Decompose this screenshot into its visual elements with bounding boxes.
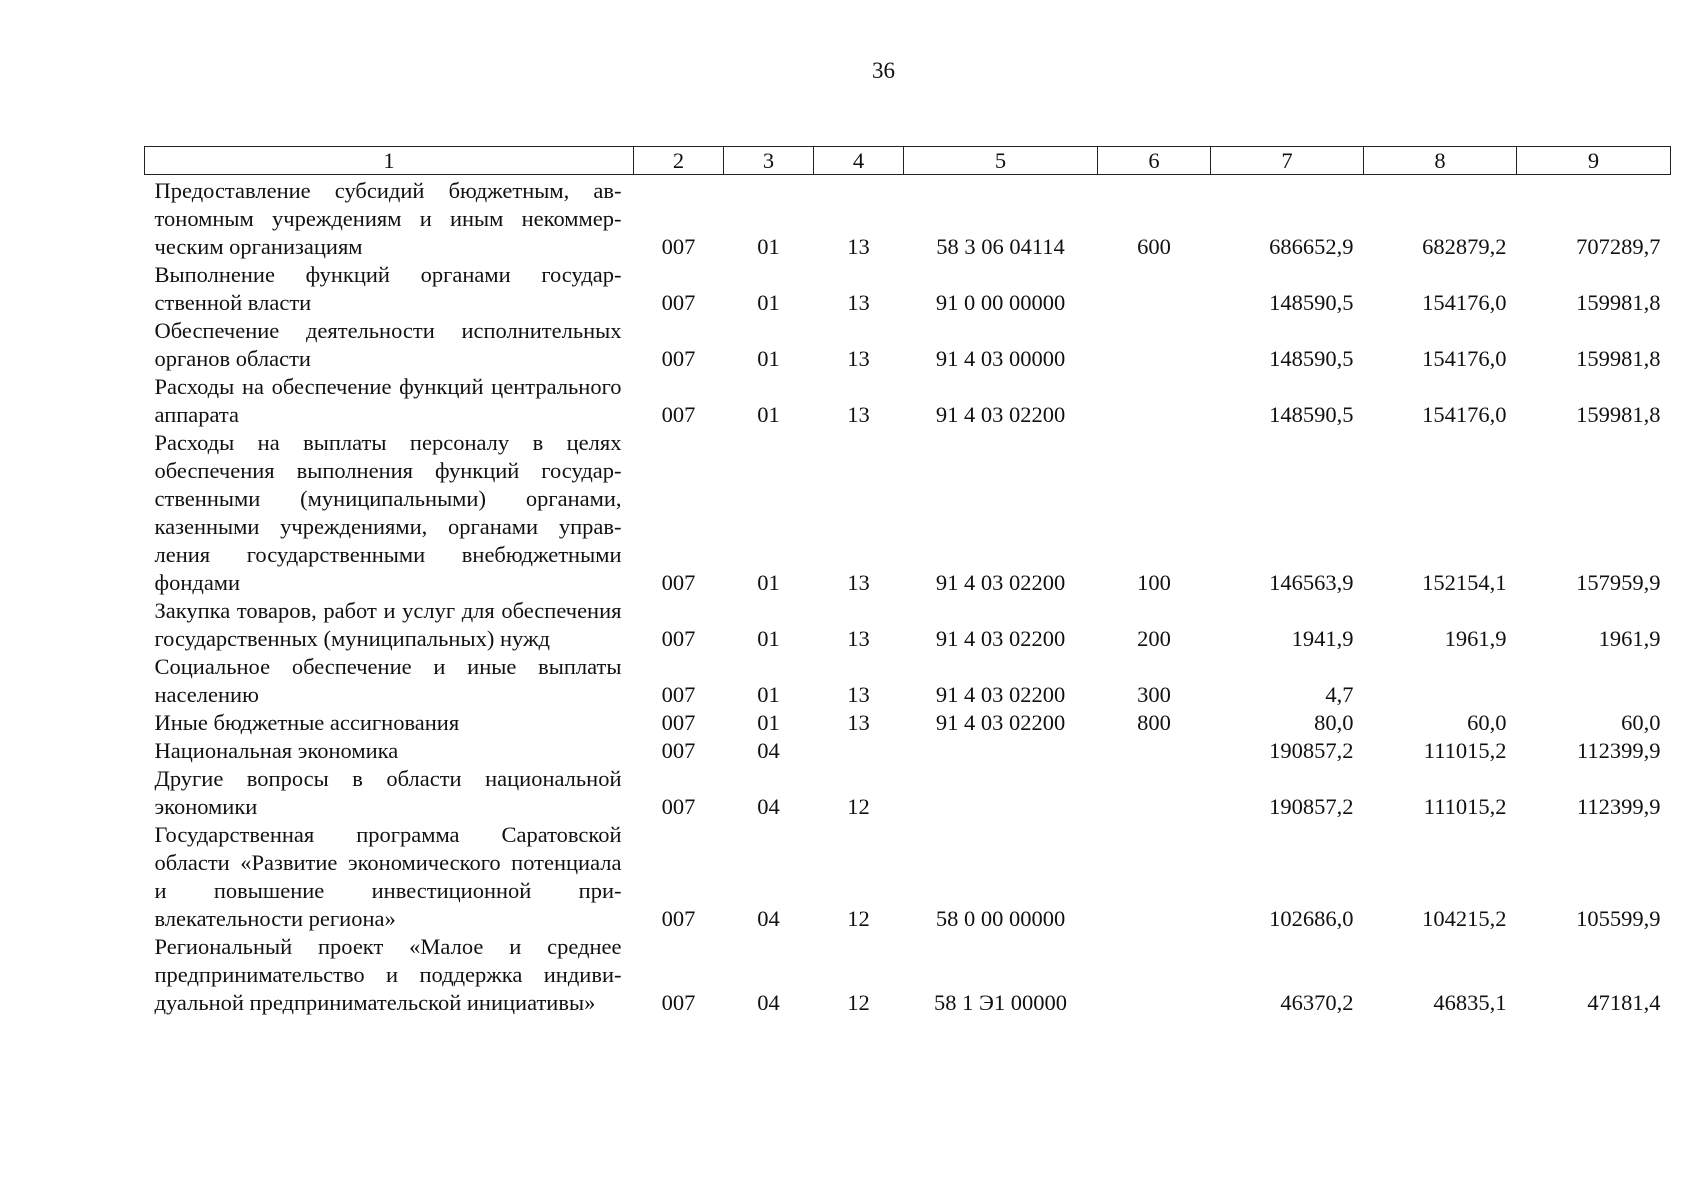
admin-code: 007 [661, 626, 696, 651]
table-header [145, 147, 1671, 175]
amount-year-2: 154176,0 [1422, 346, 1507, 371]
section-code: 01 [757, 402, 780, 427]
table-row [145, 175, 1671, 262]
amount-year-1: 80,0 [1314, 710, 1354, 735]
expense-type-code [1098, 821, 1211, 933]
table-row [145, 317, 1671, 373]
section-code: 04 [757, 794, 780, 819]
amount-year-1: 1941,9 [1291, 626, 1354, 651]
item-name: Иные бюджетные ассигнования [154, 710, 460, 735]
item-name: Национальная экономика [154, 738, 399, 763]
item-name: Предоставление субсидий бюджетным, автономным учреждениям и иным некоммерческим организациям [154, 178, 622, 259]
amount-year-2 [1364, 653, 1517, 709]
amount-year-3: 157959,9 [1576, 570, 1661, 595]
item-name: Закупка товаров, работ и услуг для обеспечения государственных (муниципальных) нужд [154, 598, 622, 651]
target-article-code [904, 765, 1098, 821]
table-row [145, 933, 1671, 1017]
section-code: 01 [757, 626, 780, 651]
column-header-6: 6 [1098, 147, 1211, 175]
amount-year-1: 148590,5 [1269, 290, 1354, 315]
target-article-code: 91 4 03 02200 [935, 710, 1066, 735]
expense-type-code: 300 [1137, 682, 1171, 707]
table-body [145, 175, 1671, 1018]
table-row [145, 737, 1671, 765]
target-article-code: 91 4 03 02200 [935, 626, 1066, 651]
amount-year-1: 146563,9 [1269, 570, 1354, 595]
amount-year-3: 1961,9 [1598, 626, 1661, 651]
expense-type-code: 200 [1137, 626, 1171, 651]
subsection-code: 13 [847, 234, 870, 259]
table-row [145, 597, 1671, 653]
amount-year-2: 152154,1 [1422, 570, 1507, 595]
admin-code: 007 [661, 234, 696, 259]
item-name: Расходы на выплаты персоналу в целях обеспечения выполнения функций государственными (муниципальными) органами, казенными учреждениями, органами управления государственными внебюджетными фондами [154, 430, 622, 595]
target-article-code: 91 0 00 00000 [935, 290, 1066, 315]
section-code: 04 [757, 906, 780, 931]
table-row [145, 429, 1671, 597]
admin-code: 007 [661, 794, 696, 819]
amount-year-2: 111015,2 [1423, 794, 1507, 819]
amount-year-2: 46835,1 [1433, 990, 1507, 1015]
subsection-code: 13 [847, 626, 870, 651]
subsection-code: 13 [847, 710, 870, 735]
section-code: 01 [757, 346, 780, 371]
amount-year-3: 112399,9 [1576, 794, 1661, 819]
item-name: Обеспечение деятельности исполнительных органов области [154, 318, 622, 371]
section-code: 01 [757, 710, 780, 735]
subsection-code: 13 [847, 290, 870, 315]
item-name: Выполнение функций органами государственной власти [154, 262, 622, 315]
subsection-code: 13 [847, 346, 870, 371]
item-name: Государственная программа Саратовской области «Развитие экономического потенциала и повышение инвестиционной привлекательности региона» [154, 822, 622, 931]
target-article-code: 58 3 06 04114 [936, 234, 1065, 259]
item-name: Расходы на обеспечение функций центрального аппарата [154, 374, 622, 427]
column-header-2: 2 [634, 147, 724, 175]
table-row [145, 765, 1671, 821]
amount-year-3 [1517, 653, 1671, 709]
table-row [145, 373, 1671, 429]
target-article-code: 91 4 03 02200 [935, 570, 1066, 595]
target-article-code: 58 0 00 00000 [935, 906, 1066, 931]
section-code: 01 [757, 290, 780, 315]
admin-code: 007 [661, 570, 696, 595]
section-code: 04 [757, 990, 780, 1015]
amount-year-2: 60,0 [1467, 710, 1507, 735]
section-code: 04 [757, 738, 780, 763]
amount-year-2: 154176,0 [1422, 290, 1507, 315]
column-header-3: 3 [724, 147, 814, 175]
subsection-code: 13 [847, 402, 870, 427]
amount-year-1: 148590,5 [1269, 346, 1354, 371]
budget-table [144, 146, 1671, 1017]
admin-code: 007 [661, 906, 696, 931]
page-number: 36 [872, 58, 895, 83]
table-row [145, 709, 1671, 737]
admin-code: 007 [661, 402, 696, 427]
subsection-code: 13 [847, 682, 870, 707]
amount-year-2: 154176,0 [1422, 402, 1507, 427]
amount-year-3: 159981,8 [1576, 290, 1661, 315]
target-article-code: 91 4 03 00000 [935, 346, 1066, 371]
amount-year-2: 104215,2 [1422, 906, 1507, 931]
expense-type-code [1098, 373, 1211, 429]
admin-code: 007 [661, 290, 696, 315]
expense-type-code: 100 [1137, 570, 1171, 595]
amount-year-1: 686652,9 [1269, 234, 1354, 259]
column-header-9: 9 [1517, 147, 1671, 175]
table-row [145, 261, 1671, 317]
item-name: Другие вопросы в области национальной экономики [154, 766, 622, 819]
column-header-5: 5 [904, 147, 1098, 175]
column-header-7: 7 [1211, 147, 1364, 175]
admin-code: 007 [661, 682, 696, 707]
column-header-4: 4 [814, 147, 904, 175]
amount-year-3: 47181,4 [1587, 990, 1661, 1015]
amount-year-3: 159981,8 [1576, 402, 1661, 427]
table-row [145, 653, 1671, 709]
expense-type-code [1098, 317, 1211, 373]
expense-type-code [1098, 765, 1211, 821]
amount-year-2: 111015,2 [1423, 738, 1507, 763]
amount-year-1: 102686,0 [1269, 906, 1354, 931]
table-row [145, 821, 1671, 933]
amount-year-3: 105599,9 [1576, 906, 1661, 931]
amount-year-3: 112399,9 [1576, 738, 1661, 763]
amount-year-1: 148590,5 [1269, 402, 1354, 427]
target-article-code: 91 4 03 02200 [935, 402, 1066, 427]
admin-code: 007 [661, 710, 696, 735]
column-header-8: 8 [1364, 147, 1517, 175]
section-code: 01 [757, 682, 780, 707]
admin-code: 007 [661, 738, 696, 763]
header-row [145, 147, 1671, 175]
amount-year-1: 4,7 [1325, 682, 1354, 707]
target-article-code: 91 4 03 02200 [935, 682, 1066, 707]
expense-type-code [1098, 261, 1211, 317]
subsection-code: 12 [847, 794, 870, 819]
section-code: 01 [757, 570, 780, 595]
admin-code: 007 [661, 346, 696, 371]
expense-type-code: 600 [1137, 234, 1171, 259]
amount-year-3: 159981,8 [1576, 346, 1661, 371]
admin-code: 007 [661, 990, 696, 1015]
subsection-code: 12 [847, 990, 870, 1015]
amount-year-1: 190857,2 [1269, 794, 1354, 819]
item-name: Региональный проект «Малое и среднее предпринимательство и поддержка индивидуальной предпринимательской инициативы» [154, 934, 622, 1015]
column-header-1: 1 [145, 147, 634, 175]
section-code: 01 [757, 234, 780, 259]
amount-year-1: 190857,2 [1269, 738, 1354, 763]
expense-type-code [1098, 933, 1211, 1017]
subsection-code: 13 [847, 570, 870, 595]
amount-year-2: 1961,9 [1444, 626, 1507, 651]
expense-type-code: 800 [1137, 710, 1171, 735]
amount-year-1: 46370,2 [1280, 990, 1354, 1015]
subsection-code: 12 [847, 906, 870, 931]
amount-year-2: 682879,2 [1422, 234, 1507, 259]
target-article-code: 58 1 Э1 00000 [934, 990, 1067, 1015]
amount-year-3: 60,0 [1621, 710, 1661, 735]
target-article-code [904, 737, 1098, 765]
subsection-code [814, 737, 904, 765]
item-name: Социальное обеспечение и иные выплаты населению [154, 654, 622, 707]
expense-type-code [1098, 737, 1211, 765]
amount-year-3: 707289,7 [1576, 234, 1661, 259]
